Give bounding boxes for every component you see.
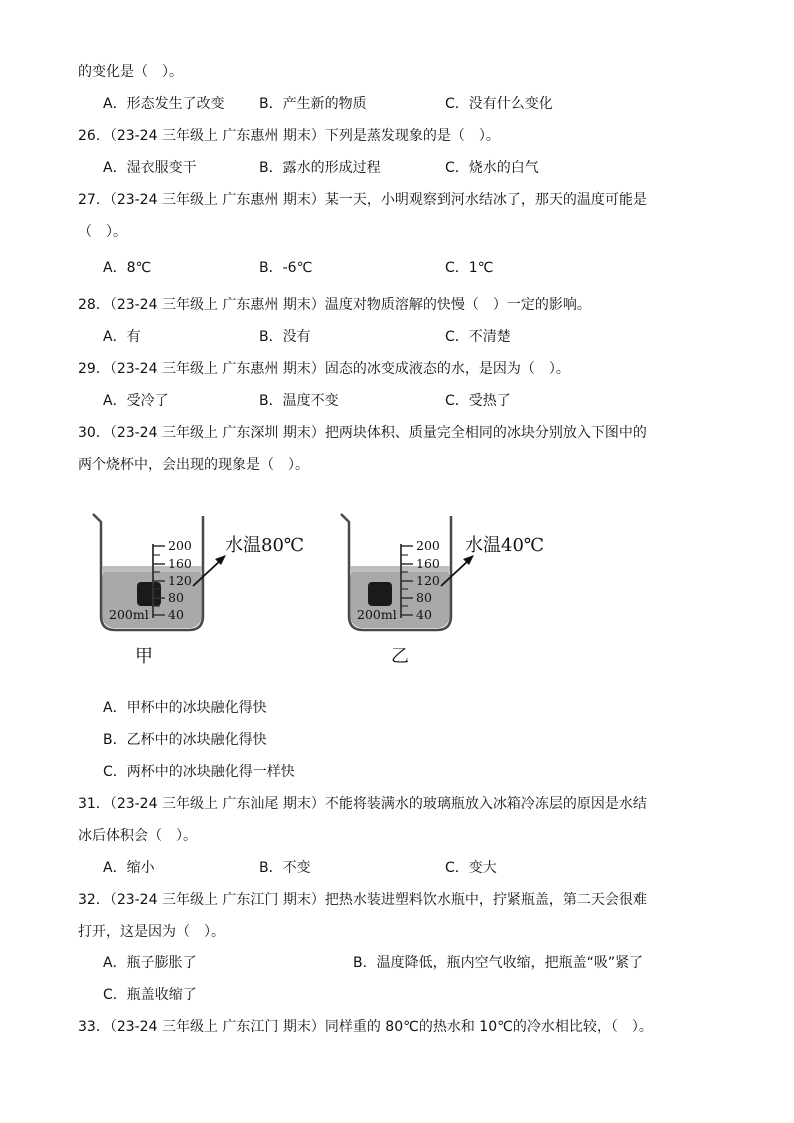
q31-option-b: B．不变 <box>259 860 311 876</box>
tick-right-200: 200 <box>416 538 440 553</box>
question-32: 32．（23-24 三年级上 广东江门 期末）把热水装进塑料饮水瓶中，拧紧瓶盖，第二天会很难 <box>78 892 647 908</box>
tick-right-120: 120 <box>416 573 440 588</box>
tick-left-80: 80 <box>168 590 184 605</box>
ice-cube-left <box>137 582 161 606</box>
q28-option-a: A．有 <box>103 329 141 345</box>
question-29: 29．（23-24 三年级上 广东惠州 期末）固态的冰变成液态的水，是因为（ ）。 <box>78 361 570 377</box>
tick-left-40: 40 <box>168 607 184 622</box>
temp-label-left: 水温80℃ <box>225 535 305 556</box>
q31-option-c: C．变大 <box>445 860 497 876</box>
q29-option-b: B．温度不变 <box>259 393 339 409</box>
q25-option-b: B．产生新的物质 <box>259 96 367 112</box>
q30-option-c: C．两杯中的冰块融化得一样快 <box>103 764 295 780</box>
tick-right-160: 160 <box>416 556 440 571</box>
q28-option-c: C．不清楚 <box>445 329 511 345</box>
q25-option-a: A．形态发生了改变 <box>103 96 225 112</box>
q31-option-a: A．缩小 <box>103 860 155 876</box>
beakers-figure <box>85 506 565 676</box>
question-27-line2: （ ）。 <box>78 224 127 240</box>
q26-option-c: C．烧水的白气 <box>445 160 539 176</box>
question-26: 26．（23-24 三年级上 广东惠州 期末）下列是蒸发现象的是（ ）。 <box>78 128 500 144</box>
q27-option-c: C．1℃ <box>445 260 494 276</box>
beaker-name-left: 甲 <box>135 646 153 667</box>
beakers-drawing <box>85 506 565 676</box>
q29-option-a: A．受冷了 <box>103 393 169 409</box>
question-31: 31．（23-24 三年级上 广东汕尾 期末）不能将装满水的玻璃瓶放入冰箱冷冻层的原因是水结 <box>78 796 647 812</box>
question-32-line2: 打开，这是因为（ ）。 <box>78 924 225 940</box>
question-31-line2: 冰后体积会（ ）。 <box>78 828 197 844</box>
q32-option-c: C．瓶盖收缩了 <box>103 987 197 1003</box>
tick-left-200: 200 <box>168 538 192 553</box>
q29-option-c: C．受热了 <box>445 393 511 409</box>
question-27: 27．（23-24 三年级上 广东惠州 期末）某一天，小明观察到河水结冰了，那天的温度可能是 <box>78 192 647 208</box>
question-28: 28．（23-24 三年级上 广东惠州 期末）温度对物质溶解的快慢（ ）一定的影响。 <box>78 297 591 313</box>
q32-option-a: A．瓶子膨胀了 <box>103 955 197 971</box>
volume-left: 200ml <box>109 607 149 622</box>
temp-label-right: 水温40℃ <box>465 535 545 556</box>
q26-option-b: B．露水的形成过程 <box>259 160 381 176</box>
q30-option-b: B．乙杯中的冰块融化得快 <box>103 732 267 748</box>
q25-option-c: C．没有什么变化 <box>445 96 553 112</box>
question-33: 33．（23-24 三年级上 广东江门 期末）同样重的 80℃的热水和 10℃的冷水相比较，（ ）。 <box>78 1019 653 1035</box>
question-25-continued: 的变化是（ ）。 <box>78 64 183 80</box>
tick-right-40: 40 <box>416 607 432 622</box>
volume-right: 200ml <box>357 607 397 622</box>
tick-left-160: 160 <box>168 556 192 571</box>
ice-cube-right <box>368 582 392 606</box>
q27-option-a: A．8℃ <box>103 260 152 276</box>
tick-left-120: 120 <box>168 573 192 588</box>
tick-right-80: 80 <box>416 590 432 605</box>
q27-option-b: B．-6℃ <box>259 260 313 276</box>
q28-option-b: B．没有 <box>259 329 311 345</box>
beaker-name-right: 乙 <box>391 646 409 667</box>
question-30-line2: 两个烧杯中，会出现的现象是（ ）。 <box>78 457 309 473</box>
question-30: 30．（23-24 三年级上 广东深圳 期末）把两块体积、质量完全相同的冰块分别放入下图中的 <box>78 425 647 441</box>
q32-option-b: B．温度降低，瓶内空气收缩，把瓶盖“吸”紧了 <box>353 955 644 971</box>
q30-option-a: A．甲杯中的冰块融化得快 <box>103 700 267 716</box>
q26-option-a: A．湿衣服变干 <box>103 160 197 176</box>
